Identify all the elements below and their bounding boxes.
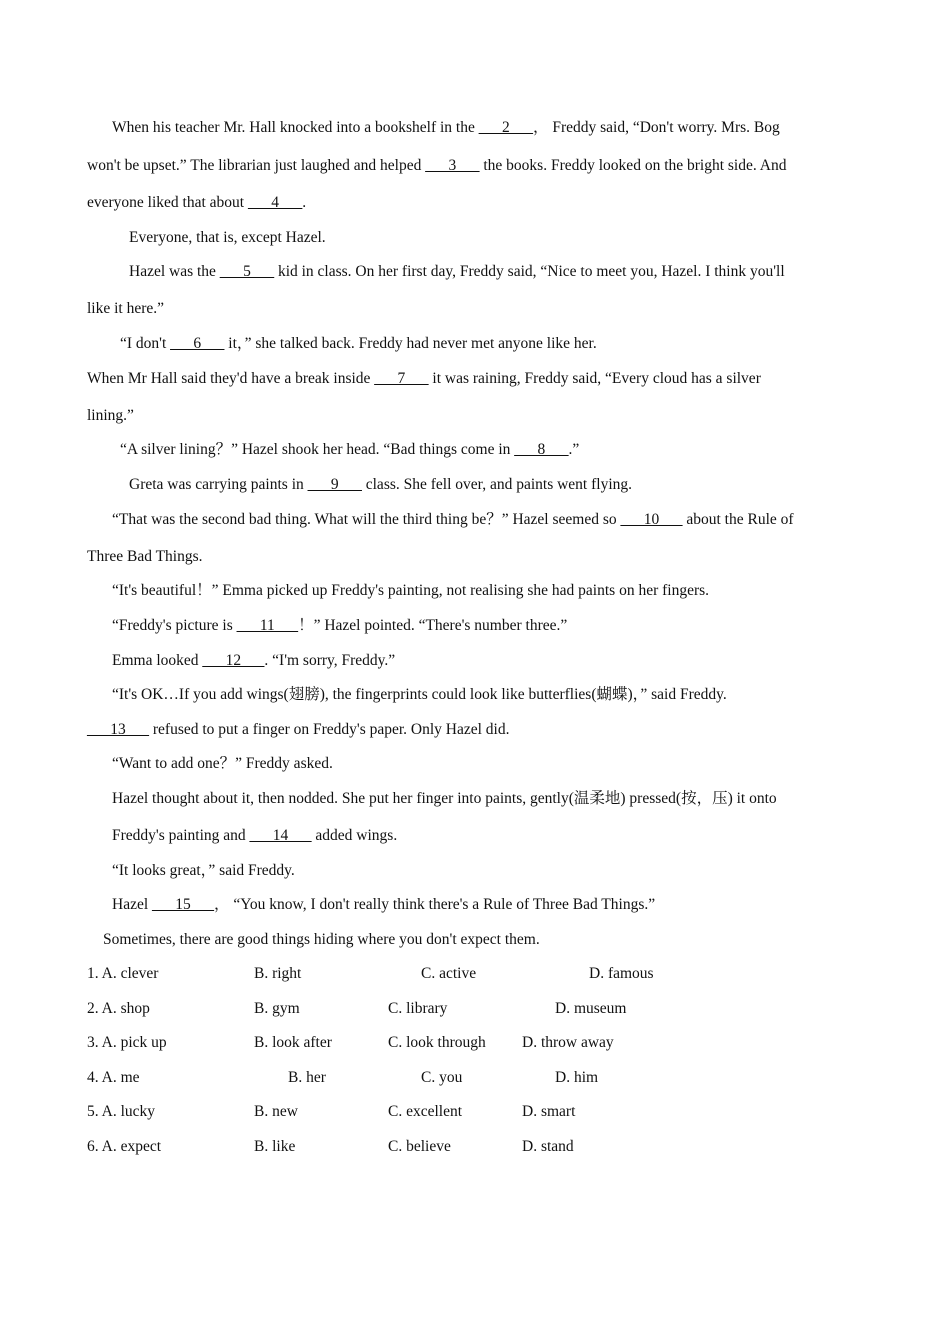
option-b: B. gym xyxy=(254,1000,300,1017)
passage-line: “Want to add one？” Freddy asked. xyxy=(112,755,333,772)
passage-line: “It's OK…If you add wings(翅膀), the fingerprints could look like butterflies(蝴蝶)，” said Freddy. xyxy=(112,686,727,703)
option-c: C. look through xyxy=(388,1034,486,1051)
option-d: D. stand xyxy=(522,1138,574,1155)
passage-line: Three Bad Things. xyxy=(87,548,203,565)
passage-line: ___13___ refused to put a finger on Freddy's paper. Only Hazel did. xyxy=(87,721,510,738)
option-c: C. library xyxy=(388,1000,448,1017)
passage-line: “That was the second bad thing. What will the third thing be？” Hazel seemed so ___10___ about the Rule of xyxy=(112,511,794,528)
passage-line: lining.” xyxy=(87,407,134,424)
option-a: 5. A. lucky xyxy=(87,1103,156,1120)
option-b: B. right xyxy=(254,965,302,982)
blank-3: ___3___ xyxy=(425,157,480,174)
passage-line: like it here.” xyxy=(87,300,165,317)
passage-line: everyone liked that about ___4___. xyxy=(87,194,307,211)
passage-line: won't be upset.” The librarian just laughed and helped ___3___ the books. Freddy looked on the bright side. And xyxy=(87,157,787,174)
option-c: C. active xyxy=(421,965,477,982)
blank-13: ___13___ xyxy=(87,721,149,738)
passage-line: “I don't ___6___ it，” she talked back. Freddy had never met anyone like her. xyxy=(120,335,597,352)
passage-line: “It looks great，” said Freddy. xyxy=(112,862,295,879)
passage-line: “A silver lining？” Hazel shook her head. “Bad things come in ___8___.” xyxy=(120,441,580,458)
option-c: C. excellent xyxy=(388,1103,463,1120)
blank-10: ___10___ xyxy=(620,511,683,528)
option-a: 3. A. pick up xyxy=(87,1034,167,1051)
blank-9: ___9___ xyxy=(307,476,362,493)
option-d: D. famous xyxy=(589,965,654,982)
passage-line: “Freddy's picture is ___11___！” Hazel pointed. “There's number three.” xyxy=(112,617,568,634)
option-b: B. her xyxy=(288,1069,326,1086)
option-d: D. museum xyxy=(555,1000,627,1017)
passage-line: When Mr Hall said they'd have a break inside ___7___ it was raining, Freddy said, “Every cloud has a silver xyxy=(87,370,761,387)
passage-line: Everyone, that is, except Hazel. xyxy=(129,229,326,246)
passage-line: When his teacher Mr. Hall knocked into a bookshelf in the ___2___， Freddy said, “Don't worry. Mrs. Bog xyxy=(112,119,780,136)
passage-line: Emma looked ___12___. “I'm sorry, Freddy.” xyxy=(112,652,396,669)
blank-12: ___12___ xyxy=(202,652,265,669)
blank-4: ___4___ xyxy=(247,194,303,211)
passage-line: Hazel was the ___5___ kid in class. On her first day, Freddy said, “Nice to meet you, Hazel. I think you'll xyxy=(129,263,785,280)
blank-15: ___15___ xyxy=(152,896,215,913)
blank-7: ___7___ xyxy=(374,370,429,387)
option-a: 4. A. me xyxy=(87,1069,140,1086)
blank-11: ___11___ xyxy=(236,617,299,634)
passage-line: “It's beautiful！” Emma picked up Freddy's painting, not realising she had paints on her fingers. xyxy=(112,582,710,599)
blank-6: ___6___ xyxy=(170,335,225,352)
option-a: 2. A. shop xyxy=(87,1000,150,1017)
passage-line: Hazel ___15___， “You know, I don't really think there's a Rule of Three Bad Things.” xyxy=(112,896,656,913)
blank-2: ___2___ xyxy=(478,119,533,136)
passage-line: Greta was carrying paints in ___9___ class. She fell over, and paints went flying. xyxy=(129,476,633,493)
option-a: 6. A. expect xyxy=(87,1138,162,1155)
option-d: D. him xyxy=(555,1069,599,1086)
blank-8: ___8___ xyxy=(514,441,569,458)
passage-line: Hazel thought about it, then nodded. She put her finger into paints, gently(温柔地) pressed(按，压) it onto xyxy=(112,790,777,807)
option-c: C. you xyxy=(421,1069,463,1086)
passage-line: Freddy's painting and ___14___ added wings. xyxy=(112,827,398,844)
blank-5: ___5___ xyxy=(219,263,275,280)
option-d: D. smart xyxy=(522,1103,576,1120)
option-c: C. believe xyxy=(388,1138,451,1155)
option-b: B. look after xyxy=(254,1034,332,1051)
option-a: 1. A. clever xyxy=(87,965,159,982)
option-b: B. new xyxy=(254,1103,298,1120)
option-b: B. like xyxy=(254,1138,296,1155)
option-d: D. throw away xyxy=(522,1034,614,1051)
passage-line: Sometimes, there are good things hiding where you don't expect them. xyxy=(103,931,540,948)
blank-14: ___14___ xyxy=(249,827,312,844)
